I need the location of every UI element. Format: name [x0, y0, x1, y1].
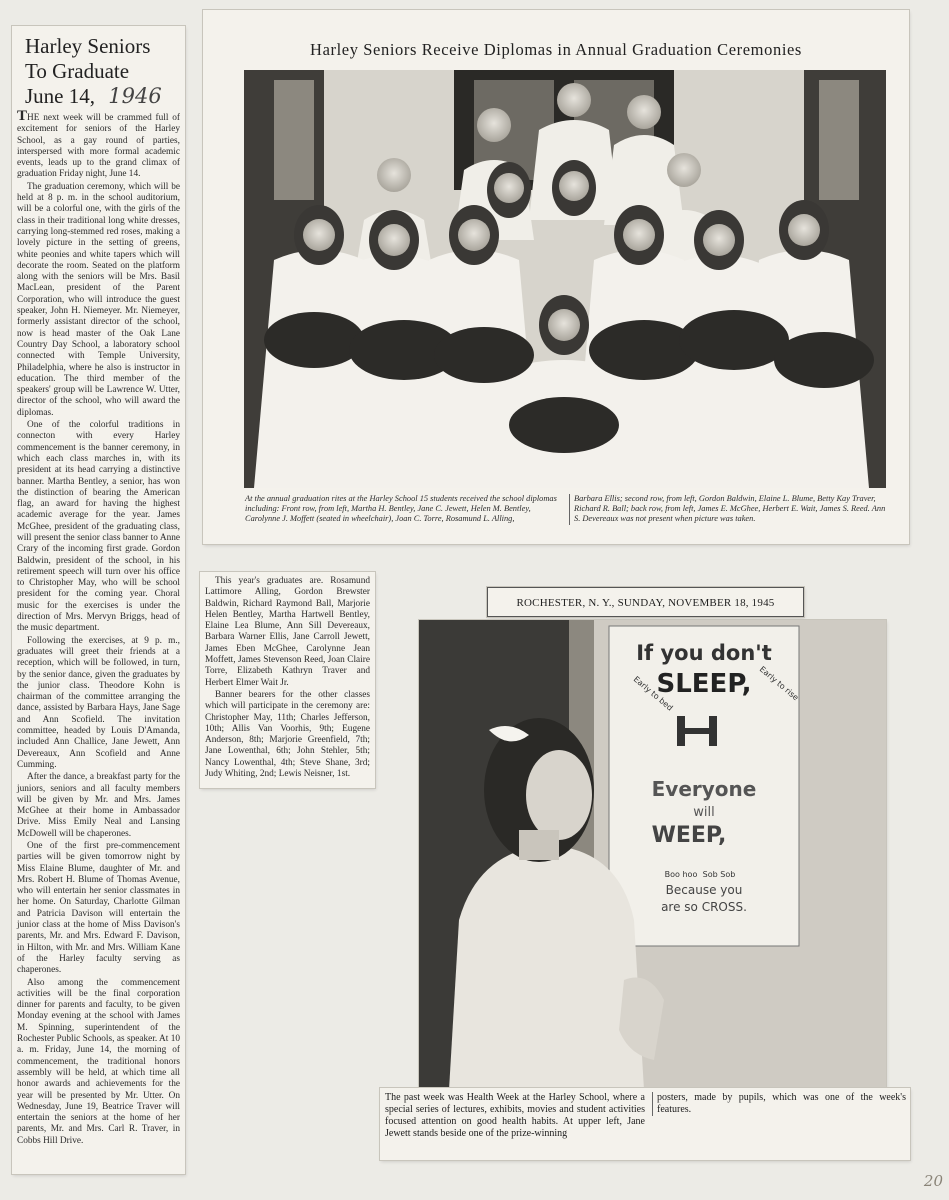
health-week-caption-clipping	[380, 1088, 910, 1160]
banner-bearers-paragraph: Banner bearers for the other classes which will participate in the ceremony are: Christopher May, 11th; Charles Jefferson, 10th; Allis Van Voorhis, 9th; Eugene Anderson, 8th; Marjorie Greenfield, 7th; Jane Lowenthal, 6th; John Stehler, 5th; Nancy Lowenthal, 4th; Steve Shane, 3rd; Judy Whiting, 2nd; Lewis Neisner, 1st.	[205, 689, 370, 780]
article-paragraph: One of the colorful traditions in connecton with every Harley commencement is the banner ceremony, in which each class marches in, with its president at its head carrying a distinctive banner. Martha Bentley, a senior, has won the distinction of bearing the American flag, an award for having the highest academic average for the year. James McGhee, president of the graduating class, will present the senior class banner to Anne Crary of the incoming first grade. Gordon Baldwin, president of the school, in his retirement speech will turn over his office to Christopher May, who will be school president for the coming year. Choral music for the exercises is under the direction of Mrs. Mervyn Briggs, head of the music department.	[17, 420, 180, 634]
article-paragraph	[17, 108, 180, 181]
poster-early-bed: Early to bed	[631, 674, 675, 713]
poster-boo-hoo: Boo hoo	[664, 870, 698, 879]
health-caption-left: The past week was Health Week at the Harley School, where a special series of lectures, exhibits, movies and student activities focused attention on good health habits. At upper left, Jane Jewett stands beside one of the prize-winning	[385, 1092, 645, 1139]
graduates-list-clipping	[200, 572, 375, 788]
headline-line-2: To Graduate	[25, 59, 130, 83]
photo-headline: Harley Seniors Receive Diplomas in Annual Graduation Ceremonies	[310, 40, 802, 59]
graduation-photo-clipping	[203, 10, 909, 544]
article-paragraph: Following the exercises, at 9 p. m., graduates will greet their friends at a reception, which will be followed, in turn, by the senior dance, given the graduates by the junior class. Theodore Kohn is chairman of the committee arranging the dance, assisted by Barbara Hays, Jane Sage and Ann Scofield. The invitation committee, headed by Louis D'Amanda, included Ann Challice, Jane Jewett, Ann Devereaux, Ann Scofield and Anne Cumming.	[17, 635, 180, 770]
health-caption-right: posters, made by pupils, which was one of the week's features.	[652, 1092, 906, 1116]
poster-line-6: Because you	[665, 883, 743, 897]
poster-line-3: Everyone	[651, 777, 757, 801]
newspaper-dateline: ROCHESTER, N. Y., SUNDAY, NOVEMBER 18, 1945	[487, 587, 804, 617]
poster-line-2: SLEEP,	[656, 669, 752, 699]
handwritten-year: 1946	[108, 84, 162, 108]
photo-caption-right: Barbara Ellis; second row, from left, Gordon Baldwin, Elaine L. Blume, Betty Kay Traver, Richard R. Ball; back row, from left, James E. McGhee, Herbert E. Wait, James S. Reed. Ann S. Devereaux was not present when picture was taken.	[569, 494, 887, 525]
article-headline	[25, 34, 180, 109]
poster-line-1: If you don't	[636, 641, 772, 665]
drop-cap: T	[17, 108, 28, 124]
poster-sob-sob: Sob Sob	[702, 870, 736, 879]
article-paragraph: Also among the commencement activities will be the final corporation dinner for parents and faculty, to be given Monday evening at the school with James M. Spinning, superintendent of the Rochester Public Schools, as speaker. At 10 a. m. Friday, June 14, the morning of commencement, the traditional honors assembly will be held, at which time all honor awards and achievements for the year will be presented by Mr. Utter. On Wednesday, June 19, Beatrice Traver will entertain the seniors at the home of her parents, Mr. and Mrs. Carl R. Traver, in Cobbs Hill Drive.	[17, 977, 180, 1146]
poster-line-7: are so CROSS.	[661, 900, 747, 914]
poster-early-rise: Early to rise	[757, 664, 801, 703]
article-paragraph: One of the first pre-commencement parties will be given tomorrow night by Miss Elaine Blume, daughter of Mr. and Mrs. Robert H. Blume of Thomas Avenue, who will entertain her senior classmates in her home. On Saturday, Charlotte Gilman and Patricia Davison will entertain the junior class at the home of Miss Davison's parents, Mr. and Mrs. Edward F. Davison, in Hilton, with Mr. and Mrs. William Kane of the Harley faculty serving as chaperones.	[17, 841, 180, 976]
article-paragraph: The graduation ceremony, which will be held at 8 p. m. in the school auditorium, will be a colorful one, with the girls of the class in their traditional long white dresses, carrying long-stemmed red roses, making a lovely picture in the setting of greens, white peonies and white tapers which will decorate the room. Seated on the platform along with the seniors will be Mrs. Basil MacLean, president of the Parent Corporation, who will introduce the guest speaker, John H. Niemeyer. Mr. Niemeyer, formerly assistant director of the school, now is head master of the Oak Lane Country Day School, a laboratory school connected with Temple University, Philadelphia, where he also is instructor in education. The third member of the speakers' group will be Lawrence W. Utter, director of the school, who will award the diplomas.	[17, 181, 180, 418]
article-clipping	[12, 26, 185, 1174]
article-body	[17, 108, 180, 1147]
health-week-photo-image	[419, 620, 886, 1090]
graduates-list-body	[205, 576, 370, 780]
health-week-photo	[419, 620, 886, 1090]
article-paragraph: After the dance, a breakfast party for the juniors, seniors and all faculty members will be given by Mr. and Mrs. James McGhee at their home in Ambassador Drive. Miss Emily Neal and Lansing McDowell will be chaperones.	[17, 772, 180, 839]
article-lead-text: HE next week will be crammed full of excitement for seniors of the Harley School, as a gay round of parties, interspersed with more formal academic events, leads up to the grand climax of graduation Friday night, June 14.	[17, 113, 180, 180]
graduation-photo-image	[244, 70, 886, 488]
graduates-list-paragraph: This year's graduates are. Rosamund Lattimore Alling, Gordon Brewster Baldwin, Richard Raymond Ball, Marjorie Helen Bentley, Martha Hartwell Bentley, Elaine Lea Blume, Ann Sill Devereaux, Barbara Warner Ellis, Jane Carroll Jewett, James Eben McGhee, Carolynne Jean Moffett, James Stevenson Reed, Joan Claire Torre, Elizabeth Kathryn Traver and Herbert Elmer Wait Jr.	[205, 576, 370, 688]
page-number: 20	[923, 1172, 943, 1190]
health-poster	[609, 626, 800, 946]
headline-line-3: June 14,	[25, 84, 95, 108]
headline-line-1: Harley Seniors	[25, 34, 151, 58]
photo-caption-left: At the annual graduation rites at the Harley School 15 students received the school diplomas including: Front row, from left, Martha H. Bentley, Jane C. Jewett, Helen M. Bentley, Carolynne J. Moffett (seated in wheelchair), Joan C. Torre, Rosamund L. Alling,	[245, 494, 557, 524]
poster-line-4: will	[693, 805, 715, 820]
poster-line-5: WEEP,	[651, 823, 727, 848]
graduation-photo	[244, 70, 886, 488]
